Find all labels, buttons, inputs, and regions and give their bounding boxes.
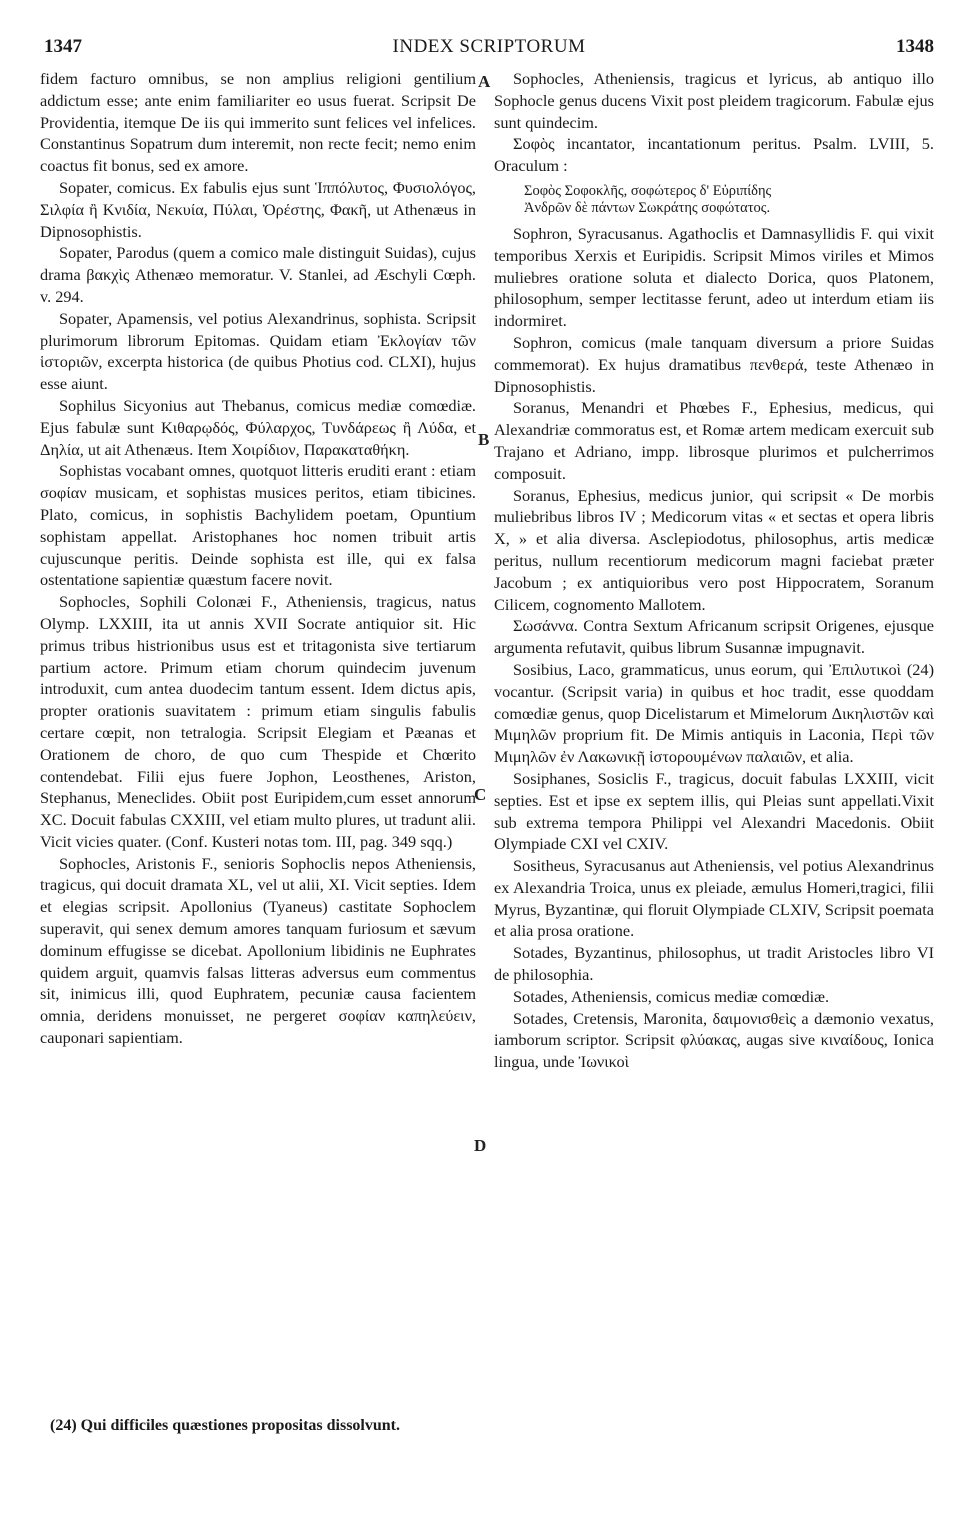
paragraph: Sophron, comicus (male tanquam diversum a priore Suidas commemorat). Ex hujus dramatibus πενθερά, teste Athenæo in Dipnosophistis. (494, 332, 934, 396)
oracle-line: Ἀνδρῶν δὲ πάντων Σωκράτης σοφώτατος. (524, 199, 771, 216)
paragraph: Σοφὸς incantator, incantationum peritus. Psalm. LVIII, 5. Oraculum : (494, 134, 934, 176)
page-number-right: 1348 (896, 36, 934, 57)
margin-marker-b: B (478, 430, 490, 449)
paragraph: fidem facturo omnibus, se non amplius religioni gentilium addictum esse; ante enim familiariter eo usus fuerat. Scripsit De Providentia, itemque De iis qui immerito sunt felices vel infelices. Constantinus Sopatrum dum interemit, non recte fecit; nemo enim coactus fit bonus, sed ex amore. (40, 69, 476, 176)
margin-marker-a: A (478, 72, 491, 91)
paragraph: Sosibius, Laco, grammaticus, unus eorum, qui Ἐπιλυτικοὶ (24) vocantur. (Scripsit varia) in quibus et hoc tradit, esse quoddam comœdiæ genus, quop Dicelistarum et Mimelorum Δικηλιστῶν καὶ Μιμηλῶν proprium fit. De Mimis antiquis in Laconia, Περὶ τῶν Μιμηλῶν ἐν Λακωνικῇ ἱστορουμένων παλαιῶν, et alia. (494, 659, 934, 767)
paragraph: Sophocles, Sophili Colonæi F., Atheniensis, tragicus, natus Olymp. LXXIII, ita ut annis XVII Socrate antiquior sit. Hic primus tribus histrionibus usus est et tritagonista sive tertiarum partium actore. Primum etiam chorum quindecim juvenum introduxit, cum antea duodecim tantum essent. Idem dictus apis, propter orationis suavitatem : primum etiam singulis fabulis certare cœpit, non tetralogia. Scripsit Elegiam et Pæanas et Orationem de choro, de quo cum Thespide et Chœrito contendebat. Filii ejus fuere Jophon, Leosthenes, Ariston, Stephanus, Meneclides. Obiit post Euripidem,cum esset annorum XC. Docuit fabulas CXXIII, vel etiam multo plures, ut tradunt alii. Vicit vicies quater. (Conf. Kusteri notas tom. III, pag. 349 sqq.) (40, 592, 476, 851)
paragraph: Sophilus Sicyonius aut Thebanus, comicus mediæ comœdiæ. Ejus fabulæ sunt Κιθαρῳδός, Φύλαρχος, Τυνδάρεως ἢ Λύδα, et Δηλία, ut ait Athenæus. Item Χοιρίδιον, Παρακαταθήκη. (40, 395, 476, 459)
running-title: INDEX SCRIPTORUM (392, 36, 586, 57)
paragraph: Sosiphanes, Sosiclis F., tragicus, docuit fabulas LXXIII, vicit septies. Est et ipse ex septem illis, qui Pleias sunt appellati.Vixit sub extrema tempora Philippi vel Alexandri Macedonis. Obiit Olympiade CXI vel CXIV. (494, 768, 934, 854)
paragraph: Sopater, Apamensis, vel potius Alexandrinus, sophista. Scripsit plurimorum librorum Epitomas. Quidam etiam Ἐκλογίαν τῶν ἱστοριῶν, excerpta historica (de quibus Photius cod. CLXI), hujus esse aiunt. (40, 308, 476, 394)
oracle-quote (524, 183, 934, 217)
paragraph: Sophron, Syracusanus. Agathoclis et Damnasyllidis F. qui vixit temporibus Xerxis et Euripidis. Scripsit Mimos viriles et Mimos muliebres oratione soluta et dialecto Dorica, quos Platonem, philosophum, semper lectitasse ferunt, adeo ut interdum etiam iis indormiret. (494, 223, 934, 331)
paragraph: Sotades, Byzantinus, philosophus, ut tradit Aristocles libro VI de philosophia. (494, 943, 934, 985)
left-column (40, 68, 476, 1049)
margin-marker-d: D (474, 1136, 487, 1155)
paragraph: Sotades, Cretensis, Maronita, δαιμονισθεὶς a dæmonio vexatus, iamborum scriptor. Scripsit φλύακας, augas sive κιναίδους, Ionica lingua, unde Ἰωνικοὶ (494, 1008, 934, 1072)
paragraph: Sositheus, Syracusanus aut Atheniensis, vel potius Alexandrinus ex Alexandria Troica, unus ex pleiade, æmulus Homeri,tragici, filii Myrus, Byzantinæ, qui floruit Olympiade CLXIV, Scripsit poemata et alia prosa oratione. (494, 856, 934, 941)
paragraph: Sopater, Parodus (quem a comico male distinguit Suidas), cujus drama βακχὶς Athenæo memoratur. V. Stanlei, ad Æschyli Cœph. v. 294. (40, 243, 476, 306)
oracle-line: Σοφὸς Σοφοκλῆς, σοφώτερος δ' Εὐριπίδης (524, 182, 772, 199)
paragraph: Soranus, Ephesius, medicus junior, qui scripsit « De morbis muliebribus libros IV ; Medicorum vitas « et sectas et opera libris X, » et alia diversa. Asclepiodotus, philosophus, artis medicæ peritus, nullum recentiorum medicorum magni faciebat præter Jacobum ; ex antiquioribus vero post Hippocratem, Soranum Cilicem, cognomento Mallotem. (494, 485, 934, 614)
paragraph: Sophocles, Atheniensis, tragicus et lyricus, ab antiquo illo Sophocle genus ducens Vixit post pleidem tragicorum. Fabulæ ejus sunt quindecim. (494, 69, 934, 132)
paragraph: Soranus, Menandri et Phœbes F., Ephesius, medicus, qui Alexandriæ commoratus est, et Romæ artem medicam exercuit sub Trajano et Adriano, impp. librosque plurimos et pulcherrimos composuit. (494, 398, 934, 483)
footnote: (24) Qui difficiles quæstiones propositas dissolvunt. (50, 1417, 400, 1434)
right-column (494, 68, 934, 1073)
paragraph: Sotades, Atheniensis, comicus mediæ comœdiæ. (513, 986, 830, 1006)
paragraph: Sophistas vocabant omnes, quotquot litteris eruditi erant : etiam σοφίαν musicam, et sophistas musices peritos, etiam tibicines. Plato, comicus, in sophistis Bachylidem poetam, Opuntium sophistam appellat. Aristophanes hoc nomen tribuit artis cujuscunque peritis. Deinde sophista est ille, qui ex falsa ostentatione sapientiæ quæstum facere novit. (40, 461, 476, 590)
paragraph: Sopater, comicus. Ex fabulis ejus sunt Ἱππόλυτος, Φυσιολόγος, Σιλφία ἢ Κνιδία, Νεκυία, Πύλαι, Ὀρέστης, Φακῆ, ut Athenæus in Dipnosophistis. (40, 177, 476, 241)
paragraph: Σωσάννα. Contra Sextum Africanum scripsit Origenes, ejusque argumenta refutavit, quibus librum Susannæ impugnavit. (494, 616, 934, 658)
paragraph: Sophocles, Aristonis F., senioris Sophoclis nepos Atheniensis, tragicus, qui docuit dramata XL, vel ut alii, XI. Vicit septies. Idem et elegias scripsit. Apollonius (Tyaneus) castitate Sophoclem superavit, qui senex demum amores tanquam furiosum et sævum dominum effugisse se dicebat. Apollonium libidinis ne Euphrates quidem arguit, quamvis falsas litteras adversus eum commentus sit, inimicus illi, quod Euphratem, pecuniæ causa facientem omnia, deridens monuisset, ne pergeret σοφίαν καπηλεύειν, cauponari sapientiam. (40, 853, 476, 1048)
margin-marker-c: C (474, 785, 487, 804)
page-number-left: 1347 (44, 36, 82, 57)
page-header (44, 36, 934, 62)
